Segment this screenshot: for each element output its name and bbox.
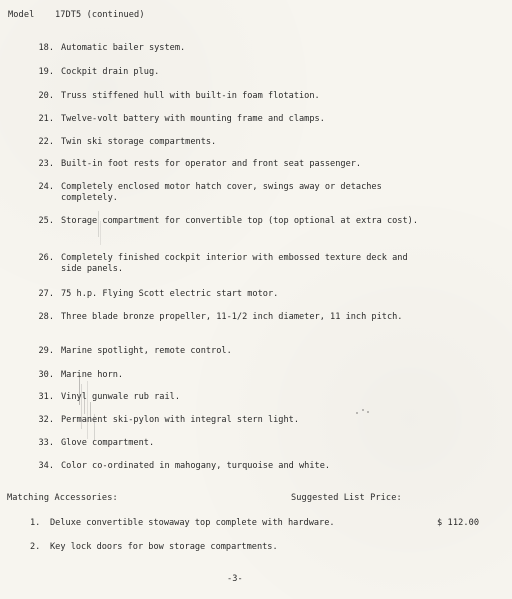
item-text: Vinyl gunwale rub rail. bbox=[61, 392, 180, 402]
item-number: 21. bbox=[38, 114, 54, 124]
accessory-number: 1. bbox=[30, 518, 41, 528]
item-number: 25. bbox=[38, 216, 54, 226]
item-number: 19. bbox=[38, 67, 54, 77]
item-text: Glove compartment. bbox=[61, 438, 155, 448]
price-header: Suggested List Price: bbox=[291, 493, 402, 503]
item-text: Completely enclosed motor hatch cover, swings away or detaches completely. bbox=[61, 182, 382, 203]
model-value: 17DT5 (continued) bbox=[54, 10, 145, 20]
accessory-text: Key lock doors for bow storage compartments. bbox=[50, 542, 278, 552]
item-text: 75 h.p. Flying Scott electric start motor. bbox=[61, 289, 279, 299]
model-header bbox=[8, 10, 145, 21]
item-number: 34. bbox=[38, 461, 54, 471]
list-item bbox=[30, 312, 430, 334]
item-text: Truss stiffened hull with built-in foam flotation. bbox=[61, 91, 320, 101]
item-number: 23. bbox=[38, 159, 54, 169]
item-number: 33. bbox=[38, 438, 54, 448]
item-number: 26. bbox=[38, 253, 54, 263]
item-text: Completely finished cockpit interior with embossed texture deck and side panels. bbox=[61, 253, 408, 274]
scan-mark bbox=[98, 211, 99, 237]
item-text: Twelve-volt battery with mounting frame and clamps. bbox=[61, 114, 325, 124]
list-item bbox=[30, 216, 430, 238]
item-text: Twin ski storage compartments. bbox=[61, 137, 217, 147]
scan-mark bbox=[100, 221, 101, 245]
accessory-number: 2. bbox=[30, 542, 41, 552]
item-number: 18. bbox=[38, 43, 54, 53]
item-number: 31. bbox=[38, 392, 54, 402]
accessory-price: $ 112.00 bbox=[437, 518, 480, 528]
list-item bbox=[30, 253, 430, 275]
item-text: Three blade bronze propeller, 11-1/2 inch diameter, 11 inch pitch. bbox=[61, 312, 403, 322]
speck-mark bbox=[367, 411, 369, 413]
item-text: Permanent ski-pylon with integral stern light. bbox=[61, 415, 299, 425]
item-number: 27. bbox=[38, 289, 54, 299]
item-text: Storage compartment for convertible top (top optional at extra cost). bbox=[61, 216, 418, 226]
accessories-title: Matching Accessories: bbox=[7, 493, 118, 503]
item-text: Color co-ordinated in mahogany, turquoise and white. bbox=[61, 461, 331, 471]
accessory-text: Deluxe convertible stowaway top complete with hardware. bbox=[50, 518, 335, 528]
item-text: Cockpit drain plug. bbox=[61, 67, 160, 77]
item-text: Automatic bailer system. bbox=[61, 43, 186, 53]
scan-mark bbox=[81, 384, 82, 429]
scan-mark bbox=[84, 392, 85, 414]
page-number: -3- bbox=[227, 574, 243, 584]
item-number: 20. bbox=[38, 91, 54, 101]
scan-mark bbox=[79, 375, 80, 405]
scan-mark bbox=[87, 381, 88, 439]
item-number: 28. bbox=[38, 312, 54, 322]
item-number: 22. bbox=[38, 137, 54, 147]
model-label: Model bbox=[8, 10, 35, 20]
item-number: 32. bbox=[38, 415, 54, 425]
item-number: 24. bbox=[38, 182, 54, 192]
item-number: 29. bbox=[38, 346, 54, 356]
speck-mark bbox=[356, 412, 358, 414]
item-number: 30. bbox=[38, 370, 54, 380]
item-text: Built-in foot rests for operator and front seat passenger. bbox=[61, 159, 362, 169]
item-text: Marine horn. bbox=[61, 370, 124, 380]
scan-mark bbox=[94, 414, 95, 440]
list-item bbox=[30, 182, 430, 204]
speck-mark bbox=[362, 409, 364, 411]
scan-mark bbox=[90, 402, 91, 422]
item-text: Marine spotlight, remote control. bbox=[61, 346, 232, 356]
